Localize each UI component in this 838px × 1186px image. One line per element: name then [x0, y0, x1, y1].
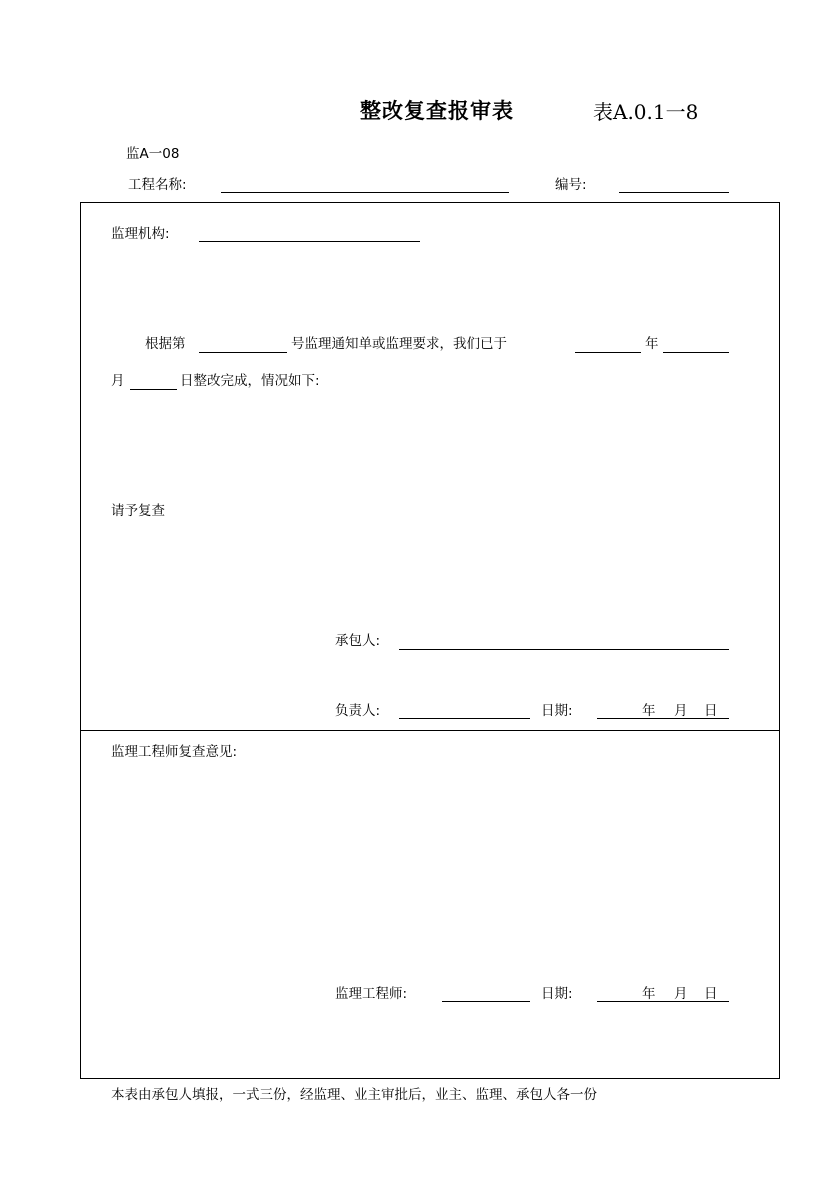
footer-note: 本表由承包人填报，一式三份，经监理、业主审批后，业主、监理、承包人各一份 — [111, 1087, 597, 1103]
table-number: 表A.0.1一8 — [593, 100, 699, 124]
para-mid: 号监理通知单或监理要求，我们已于 — [291, 336, 507, 352]
project-name-label: 工程名称: — [128, 177, 187, 193]
form-table — [80, 202, 780, 1079]
responsible-label: 负责人: — [335, 703, 381, 719]
para-end: 日整改完成，情况如下: — [180, 373, 320, 389]
notice-number-field[interactable] — [199, 352, 287, 353]
engineer-signature-field[interactable] — [442, 1001, 530, 1002]
date-year-1: 年 — [642, 703, 656, 719]
supervision-org-label: 监理机构: — [111, 226, 170, 242]
form-title: 整改复查报审表 — [360, 99, 514, 123]
date-day-2: 日 — [704, 986, 718, 1002]
date-year-2: 年 — [642, 986, 656, 1002]
complete-day-field[interactable] — [130, 389, 177, 390]
form-code: 监A一08 — [126, 146, 180, 162]
engineer-label: 监理工程师: — [335, 986, 408, 1002]
contractor-field[interactable] — [399, 649, 729, 650]
date-day-1: 日 — [704, 703, 718, 719]
complete-year-field[interactable] — [575, 352, 641, 353]
responsible-field[interactable] — [399, 718, 530, 719]
date-label-2: 日期: — [541, 986, 573, 1002]
year-label: 年 — [645, 336, 659, 352]
project-name-field[interactable] — [221, 192, 509, 193]
date-month-2: 月 — [674, 986, 688, 1002]
complete-month-field[interactable] — [663, 352, 729, 353]
para-prefix: 根据第 — [145, 336, 186, 352]
date-month-1: 月 — [674, 703, 688, 719]
month-label: 月 — [111, 373, 125, 389]
engineer-opinion-label: 监理工程师复查意见: — [111, 744, 238, 760]
request-review-text: 请予复查 — [111, 503, 165, 519]
number-field[interactable] — [619, 192, 729, 193]
date-label-1: 日期: — [541, 703, 573, 719]
contractor-label: 承包人: — [335, 633, 381, 649]
section-divider — [80, 730, 780, 731]
supervision-org-field[interactable] — [199, 241, 420, 242]
number-label: 编号: — [555, 177, 587, 193]
